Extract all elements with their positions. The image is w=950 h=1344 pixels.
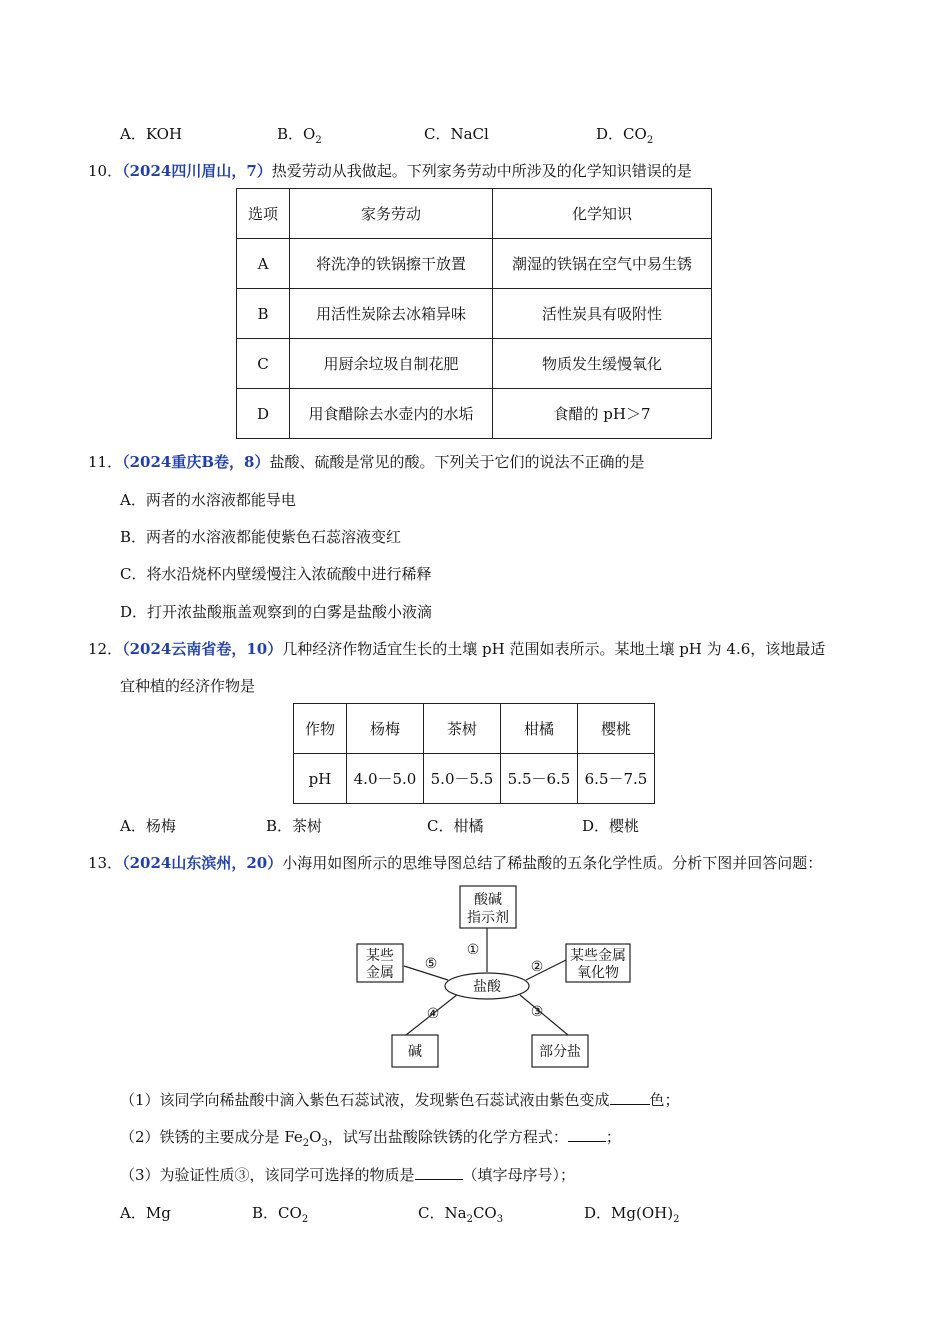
q12-stem bbox=[88, 638, 825, 659]
question-text: 热爱劳动从我做起。下列家务劳动中所涉及的化学知识错误的是 bbox=[271, 162, 692, 180]
table-header-cell: 选项 bbox=[237, 189, 290, 239]
q13-option-a: A．Mg bbox=[120, 1204, 171, 1222]
question-source: （2024重庆B卷，8） bbox=[122, 453, 270, 471]
label-4: ④ bbox=[426, 1006, 440, 1022]
table-cell: 6.5－7.5 bbox=[578, 754, 655, 804]
node-metal-line1: 某些 bbox=[366, 948, 394, 964]
table-row bbox=[237, 289, 712, 339]
q13-sub1: （1）该同学向稀盐酸中滴入紫色石蕊试液，发现紫色石蕊试液由紫色变成 色； bbox=[120, 1091, 680, 1109]
table-row bbox=[294, 704, 655, 754]
answer-blank-3[interactable] bbox=[415, 1165, 463, 1180]
q11-stem bbox=[88, 451, 644, 472]
table-cell: pH bbox=[294, 754, 347, 804]
table-header-row bbox=[237, 189, 712, 239]
question-number: 11． bbox=[88, 453, 123, 471]
label-5: ⑤ bbox=[424, 956, 438, 972]
table-cell: 5.5－6.5 bbox=[501, 754, 578, 804]
table-cell: 用厨余垃圾自制花肥 bbox=[290, 339, 493, 389]
node-metal-oxide-line1: 某些金属 bbox=[570, 948, 626, 964]
q13-sub2: （2）铁锈的主要成分是 $Fe_2O_3$，试写出盐酸除铁锈的化学方程式： ； bbox=[120, 1128, 621, 1149]
table-cell: 作物 bbox=[294, 704, 347, 754]
q12-option-c: C．柑橘 bbox=[427, 817, 484, 835]
table-cell: 食醋的 pH＞7 bbox=[493, 389, 712, 439]
label-1: ① bbox=[466, 942, 480, 958]
node-metal-oxide-line2: 氧化物 bbox=[577, 965, 619, 981]
table-header-cell: 家务劳动 bbox=[290, 189, 493, 239]
table-row bbox=[237, 239, 712, 289]
table-cell: 活性炭具有吸附性 bbox=[493, 289, 712, 339]
q13-stem bbox=[88, 852, 822, 873]
q13-option-b: B．$CO_2$ bbox=[252, 1204, 309, 1225]
node-indicator-line1: 酸碱 bbox=[474, 892, 502, 908]
question-source: （2024山东滨州，20） bbox=[122, 854, 283, 872]
table-row bbox=[294, 754, 655, 804]
connector-line-3 bbox=[520, 995, 568, 1035]
q13-sub3: （3）为验证性质③，该同学可选择的物质是 （填字母序号）； bbox=[120, 1166, 576, 1184]
table-row bbox=[237, 339, 712, 389]
question-text: 几种经济作物适宜生长的土壤 pH 范围如表所示。某地土壤 pH 为 4.6，该地最适 bbox=[282, 640, 826, 658]
q11-option-c: C．将水沿烧杯内壁缓慢注入浓硫酸中进行稀释 bbox=[120, 565, 432, 583]
q11-option-d: D．打开浓盐酸瓶盖观察到的白雾是盐酸小液滴 bbox=[120, 603, 433, 621]
table-cell: B bbox=[237, 289, 290, 339]
node-metal-line2: 金属 bbox=[366, 965, 394, 981]
table-cell: 茶树 bbox=[424, 704, 501, 754]
table-cell: 用食醋除去水壶内的水垢 bbox=[290, 389, 493, 439]
table-cell: D bbox=[237, 389, 290, 439]
q13-option-d: D．$Mg(OH)_2$ bbox=[584, 1204, 680, 1225]
table-cell: A bbox=[237, 239, 290, 289]
table-cell: 物质发生缓慢氧化 bbox=[493, 339, 712, 389]
q11-option-a: A．两者的水溶液都能导电 bbox=[120, 491, 296, 509]
table-header-cell: 化学知识 bbox=[493, 189, 712, 239]
node-base-label: 碱 bbox=[408, 1044, 422, 1060]
table-cell: 用活性炭除去冰箱异味 bbox=[290, 289, 493, 339]
q12-stem-continued: 宜种植的经济作物是 bbox=[120, 677, 256, 695]
answer-blank-1[interactable] bbox=[610, 1090, 650, 1105]
label-2: ② bbox=[530, 959, 544, 975]
q11-option-b: B．两者的水溶液都能使紫色石蕊溶液变红 bbox=[120, 528, 402, 546]
table-cell: 柑橘 bbox=[501, 704, 578, 754]
q9-option-c: C．NaCl bbox=[424, 125, 489, 143]
hydrochloric-acid-mind-map bbox=[340, 880, 650, 1075]
table-cell: 杨梅 bbox=[347, 704, 424, 754]
question-source: （2024四川眉山，7） bbox=[122, 162, 272, 180]
question-text: 盐酸、硫酸是常见的酸。下列关于它们的说法不正确的是 bbox=[269, 453, 645, 471]
table-cell: 4.0－5.0 bbox=[347, 754, 424, 804]
q10-table bbox=[236, 188, 712, 439]
question-number: 10． bbox=[88, 162, 123, 180]
label-3: ③ bbox=[530, 1004, 544, 1020]
table-cell: 将洗净的铁锅擦干放置 bbox=[290, 239, 493, 289]
node-center-label: 盐酸 bbox=[473, 979, 501, 995]
question-number: 12． bbox=[88, 640, 123, 658]
table-cell: C bbox=[237, 339, 290, 389]
q13-option-c: C．$Na_2CO_3$ bbox=[418, 1204, 504, 1225]
q10-stem bbox=[88, 160, 692, 181]
q9-option-d: D．$CO_2$ bbox=[596, 125, 654, 146]
q12-option-b: B．茶树 bbox=[266, 817, 323, 835]
table-row bbox=[237, 389, 712, 439]
node-salt-label: 部分盐 bbox=[539, 1044, 581, 1060]
node-indicator-line2: 指示剂 bbox=[467, 910, 509, 926]
question-text: 小海用如图所示的思维导图总结了稀盐酸的五条化学性质。分析下图并回答问题： bbox=[282, 854, 823, 872]
q12-option-d: D．樱桃 bbox=[582, 817, 640, 835]
q9-option-b: B．$O_2$ bbox=[277, 125, 322, 146]
question-number: 13． bbox=[88, 854, 123, 872]
q9-option-a: A．KOH bbox=[120, 125, 183, 143]
answer-blank-2[interactable] bbox=[568, 1127, 606, 1142]
table-cell: 樱桃 bbox=[578, 704, 655, 754]
q12-table bbox=[293, 703, 655, 804]
question-source: （2024云南省卷，10） bbox=[122, 640, 283, 658]
q12-option-a: A．杨梅 bbox=[120, 817, 176, 835]
table-cell: 潮湿的铁锅在空气中易生锈 bbox=[493, 239, 712, 289]
table-cell: 5.0－5.5 bbox=[424, 754, 501, 804]
